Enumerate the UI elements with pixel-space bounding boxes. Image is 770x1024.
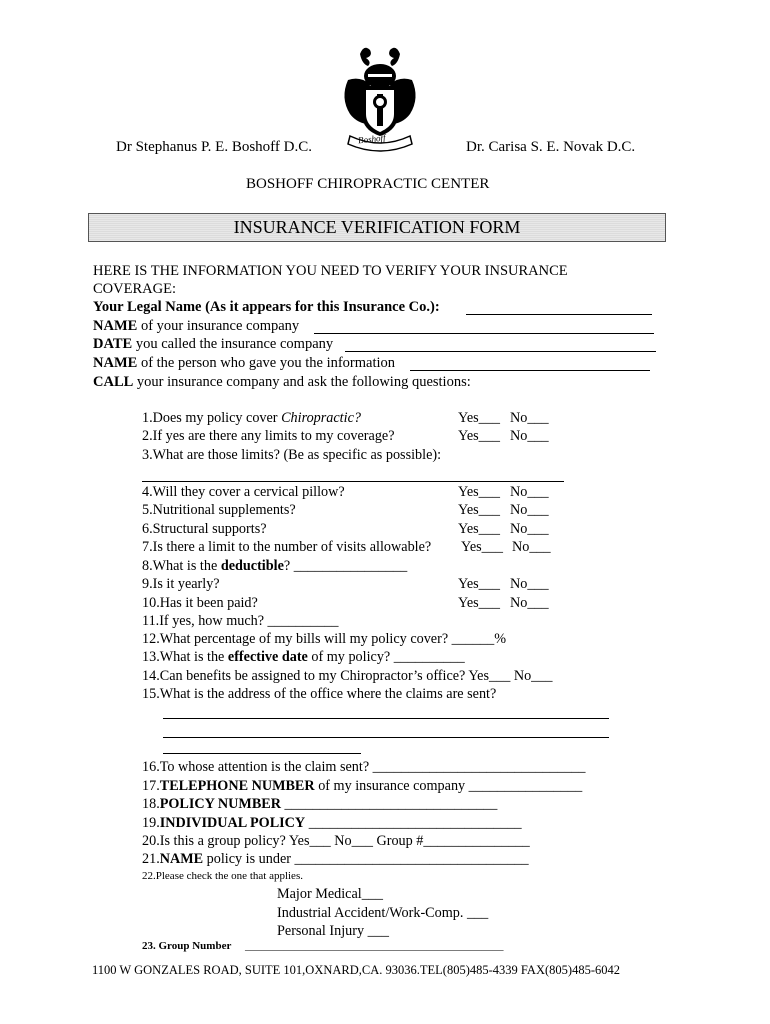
question-5: 5.Nutritional supplements? (142, 502, 296, 518)
question-11: 11.If yes, how much? __________ (142, 613, 339, 629)
date-called-label: DATE you called the insurance company (93, 336, 334, 352)
legal-name-field[interactable] (466, 314, 652, 315)
call-instructions: CALL your insurance company and ask the following questions: (93, 374, 471, 390)
question-13: 13.What is the effective date of my policy? __________ (142, 649, 465, 665)
q9-no[interactable]: No___ (510, 576, 549, 592)
question-8: 8.What is the deductible? ________________ (142, 558, 408, 574)
insurance-company-field[interactable] (314, 333, 654, 334)
q2-yes[interactable]: Yes___ (458, 428, 500, 444)
q1-no[interactable]: No___ (510, 410, 549, 426)
question-10: 10.Has it been paid? (142, 595, 258, 611)
question-2: 2.If yes are there any limits to my coverage? (142, 428, 395, 444)
q4-no[interactable]: No___ (510, 484, 549, 500)
question-1: 1.Does my policy cover Chiropractic? (142, 410, 361, 426)
intro-line-1: HERE IS THE INFORMATION YOU NEED TO VERIFY YOUR INSURANCE (93, 263, 568, 279)
claims-address-line-3[interactable] (163, 753, 361, 754)
question-22: 22.Please check the one that applies. (142, 870, 303, 882)
q5-yes[interactable]: Yes___ (458, 502, 500, 518)
date-called-field[interactable] (345, 351, 656, 352)
q2-no[interactable]: No___ (510, 428, 549, 444)
limits-field[interactable] (142, 481, 564, 482)
group-number-field[interactable]: _______________________________________________ (245, 940, 504, 952)
question-3: 3.What are those limits? (Be as specific as possible): (142, 447, 442, 463)
question-16: 16.To whose attention is the claim sent? ______________________________ (142, 759, 586, 775)
legal-name-label: Your Legal Name (As it appears for this Insurance Co.): (93, 299, 440, 315)
question-17: 17.TELEPHONE NUMBER of my insurance company ________________ (142, 778, 583, 794)
question-14: 14.Can benefits be assigned to my Chiropractor’s office? Yes___ No___ (142, 668, 553, 684)
crest-logo (330, 40, 430, 152)
option-major-medical[interactable]: Major Medical___ (277, 886, 383, 902)
question-9: 9.Is it yearly? (142, 576, 220, 592)
question-21: 21.NAME policy is under _________________________________ (142, 851, 529, 867)
doctor-right: Dr. Carisa S. E. Novak D.C. (466, 139, 636, 155)
q6-no[interactable]: No___ (510, 521, 549, 537)
question-6: 6.Structural supports? (142, 521, 267, 537)
claims-address-line-2[interactable] (163, 737, 609, 738)
form-title-banner (88, 213, 666, 242)
question-18: 18.POLICY NUMBER ______________________________ (142, 796, 498, 812)
q10-no[interactable]: No___ (510, 595, 549, 611)
center-name: BOSHOFF CHIROPRACTIC CENTER (246, 176, 490, 192)
footer-address: 1100 W GONZALES ROAD, SUITE 101,OXNARD,CA. 93036.TEL(805)485-4339 FAX(805)485-6042 (92, 963, 620, 977)
option-industrial-accident[interactable]: Industrial Accident/Work-Comp. ___ (277, 905, 489, 921)
option-personal-injury[interactable]: Personal Injury ___ (277, 923, 389, 939)
intro-line-2: COVERAGE: (93, 281, 176, 297)
q4-yes[interactable]: Yes___ (458, 484, 500, 500)
claims-address-line-1[interactable] (163, 718, 609, 719)
q1-yes[interactable]: Yes___ (458, 410, 500, 426)
question-19: 19.INDIVIDUAL POLICY ______________________________ (142, 815, 522, 831)
form-title: INSURANCE VERIFICATION FORM (233, 217, 521, 237)
insurance-company-label: NAME of your insurance company (93, 318, 300, 334)
question-4: 4.Will they cover a cervical pillow? (142, 484, 345, 500)
question-23: 23. Group Number (142, 940, 232, 952)
question-15: 15.What is the address of the office where the claims are sent? (142, 686, 497, 702)
contact-person-field[interactable] (410, 370, 650, 371)
contact-person-label: NAME of the person who gave you the information (93, 355, 396, 371)
question-7: 7.Is there a limit to the number of visits allowable? (142, 539, 432, 555)
q9-yes[interactable]: Yes___ (458, 576, 500, 592)
q10-yes[interactable]: Yes___ (458, 595, 500, 611)
q5-no[interactable]: No___ (510, 502, 549, 518)
q7-no[interactable]: No___ (512, 539, 551, 555)
question-20: 20.Is this a group policy? Yes___ No___ Group #_______________ (142, 833, 530, 849)
question-12: 12.What percentage of my bills will my policy cover? ______% (142, 631, 507, 647)
doctor-left: Dr Stephanus P. E. Boshoff D.C. (116, 139, 312, 155)
logo-text: Boshoff (357, 132, 386, 146)
q7-yes[interactable]: Yes___ (461, 539, 503, 555)
q6-yes[interactable]: Yes___ (458, 521, 500, 537)
